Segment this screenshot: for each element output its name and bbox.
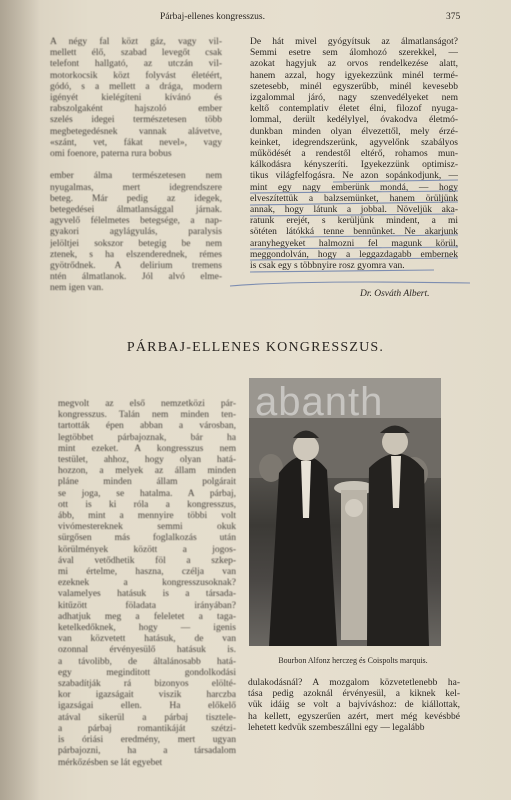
text-line: a párbaj romantikáját szétzi-: [58, 723, 236, 734]
text-line: sürgősen más foglalkozás után: [58, 533, 236, 544]
text-line: dulakodásnál? A mozgalom közvetetlenebb ha-: [248, 678, 460, 688]
text-line: Semmi esetre sem álomhozó szerekkel, —: [250, 48, 458, 59]
text-line: ozonnal érvényesülő hatásuk is.: [58, 645, 236, 656]
text-line: motorkocsik közt folyvást életéért,: [50, 70, 222, 81]
bottom-right-column: [248, 678, 460, 734]
text-line: agyvelő félelmetes betegsége, a nap-: [50, 216, 222, 227]
text-line: beteg. Már pedig az idegek,: [50, 193, 222, 204]
text-line: De hát mivel gyógyítsuk az álmatlanságot?: [250, 37, 458, 47]
text-line: keltő contemplativ életet élni, filozof nyuga-: [250, 104, 458, 115]
text-line: «szánt, vet, fákat nevel», vagy: [50, 137, 222, 148]
text-line: megbetegedésnek vannak alávetve,: [50, 126, 222, 137]
author-signature: Dr. Osváth Albert.: [360, 289, 430, 299]
text-line: kor igazságait viszik harczba: [58, 690, 236, 701]
page-number: 375: [446, 12, 461, 22]
text-line: körülmények között a jogos-: [58, 544, 236, 555]
text-line: telefont hallgató, az utczán vil-: [50, 59, 222, 70]
text-line: jelöltjei sokszor betegig be nem: [50, 238, 222, 249]
text-line: gyakori agylágyulás, paralysis: [50, 227, 222, 238]
text-line: ha kellett, egyszerűen azért, mert még kevésbbé: [248, 711, 460, 722]
text-line: nem igen van.: [50, 283, 104, 294]
text-line: nyugalmas, mert idegrendszere: [50, 182, 222, 193]
text-line: kálkodásra kényszeríti. Igyekezzünk optimisz-: [250, 160, 458, 171]
text-line: is óriási eredmény, mert ugyan: [58, 735, 236, 746]
text-line: mellett élő, szabad levegőt csak: [50, 48, 222, 59]
text-line: annak, hogy látunk a jobbal. Növeljük aka-: [250, 205, 458, 216]
text-line: mint ezeket. A kongresszus nem: [58, 443, 236, 454]
text-line: működését a rendestől eltérő, rohamos mun-: [250, 149, 458, 160]
text-line: meggondolván, hogy a leggazdagabb embernek: [250, 249, 458, 260]
text-line: mi értelme, haszna, czélja van: [58, 567, 236, 578]
text-line: se joga, se hatalma. A párbaj,: [58, 488, 236, 499]
top-left-column: [50, 37, 222, 295]
text-line: sötéten látókká tenne bennünket. Ne akarjunk: [250, 227, 458, 238]
text-line: aranyhegyeket halmozni fel magunk körül,: [250, 238, 458, 249]
text-line: izgalommal járó, nagy szenvedélyeket nem: [250, 93, 458, 104]
text-line: tása pedig azoknál érvényesül, a kiknek kel-: [248, 689, 460, 700]
text-line: adhatjuk meg a feleletet a taga-: [58, 611, 236, 622]
running-title: Párbaj-ellenes kongresszus.: [160, 12, 265, 22]
text-line: atával sikerül a párbaj tisztele-: [58, 712, 236, 723]
bottom-left-column: [58, 399, 236, 769]
text-line: lehetett kedvük szembeszállni egy — legalább: [248, 722, 425, 733]
text-line: tikus világfelfogásra. Ne azon sopánkodjunk, —: [250, 171, 458, 182]
text-line: vivómestereknek semmi okuk: [58, 522, 236, 533]
text-line: ztenek, s ha elszenderednek, rémes: [50, 249, 222, 260]
text-line: kongresszus. Talán nem minden ten-: [58, 410, 236, 421]
text-line: rabszolgaként hajszoló ember: [50, 104, 222, 115]
text-line: igazságai ellen. Ha előkelő: [58, 701, 236, 712]
text-line: hanem azzal, hogy igyekezzünk minél termé-: [250, 70, 458, 81]
text-line: ezeknek a kongresszusoknak?: [58, 578, 236, 589]
page-fold-shadow: [0, 0, 40, 800]
watermark: abanth: [255, 380, 384, 424]
text-line: ketelkedőknek, hogy — igenis: [58, 623, 236, 634]
text-line: [50, 160, 222, 171]
text-line: szabadítják rá bizonyos elölté-: [58, 679, 236, 690]
text-line: egy meginditott gondolkodási: [58, 667, 236, 678]
text-line: a távolibb, de általánosabb hatá-: [58, 656, 236, 667]
text-line: ntén álmatlanok. Jól alvó elme-: [50, 272, 222, 283]
text-line: gódó, s a mellett a drága, modern: [50, 81, 222, 92]
text-line: tartották épen abban a városban,: [58, 421, 236, 432]
text-line: legtöbbet párbajoznak, bár ha: [58, 432, 236, 443]
text-line: szetesebb, minél egyszerűbb, minél kevesebb: [250, 81, 458, 92]
text-line: is csak egy s többnyire rosz gyomra van.: [250, 261, 405, 272]
text-line: valamelyes hatásuk is a társada-: [58, 589, 236, 600]
text-line: gyötrődnek. A delirium tremens: [50, 261, 222, 272]
text-line: pláne minden állam polgárait: [58, 477, 236, 488]
text-line: szelés idegei természetesen több: [50, 115, 222, 126]
text-line: ott is ki róla a kongresszus,: [58, 499, 236, 510]
text-line: kitűzött föladata irányában?: [58, 600, 236, 611]
text-line: megvolt az első nemzetközi pár-: [58, 399, 236, 409]
text-line: ember álma természetesen nem: [50, 171, 222, 182]
running-head: [0, 12, 511, 26]
text-line: lommal, derült kedélylyel, óvakodva életmó-: [250, 115, 458, 126]
text-line: testület, ahhoz, hogy olyan hatá-: [58, 455, 236, 466]
text-line: mint egy nagy emberünk mondá, — hogy: [250, 182, 458, 193]
text-line: van közvetett hatásuk, de van: [58, 634, 236, 645]
text-line: azokat hagyjuk az orvos rendelkezése alatt,: [250, 59, 458, 70]
text-line: hozzon, a melyek az állam minden: [58, 466, 236, 477]
text-line: vük idáig se volt a bajvíváshoz: de kiállottak,: [248, 700, 460, 711]
text-line: mérkőzésben se lát egyebet: [58, 757, 163, 768]
top-right-column: [250, 37, 458, 272]
text-line: A négy fal közt gáz, vagy vil-: [50, 37, 222, 47]
text-line: elveszítettük a balzsemünket, hanem örüljünk: [250, 193, 458, 204]
text-line: ával vetődhetik föl a szkep-: [58, 555, 236, 566]
photo-caption: Bourbon Alfonz herczeg és Coispolts marquis.: [278, 656, 428, 665]
text-line: ratunk erejét, s kerüljünk mindent, a mi: [250, 216, 458, 227]
text-line: igényét kielégíteni kívánó és: [50, 93, 222, 104]
text-line: dunkban minden olyan élvezettől, mely érzé-: [250, 126, 458, 137]
text-line: omi foenore, paterna rura bobus: [50, 149, 172, 160]
text-line: párbajozni, ha a társadalom: [58, 746, 236, 757]
text-line: ább, mint a mennyire többi volt: [58, 511, 236, 522]
text-line: betegedései álmatlansággal járnak.: [50, 205, 222, 216]
section-title: PÁRBAJ-ELLENES KONGRESSZUS.: [126, 340, 385, 355]
text-line: keinket, idegrendszerünk, agyvelőnk szabályos: [250, 137, 458, 148]
